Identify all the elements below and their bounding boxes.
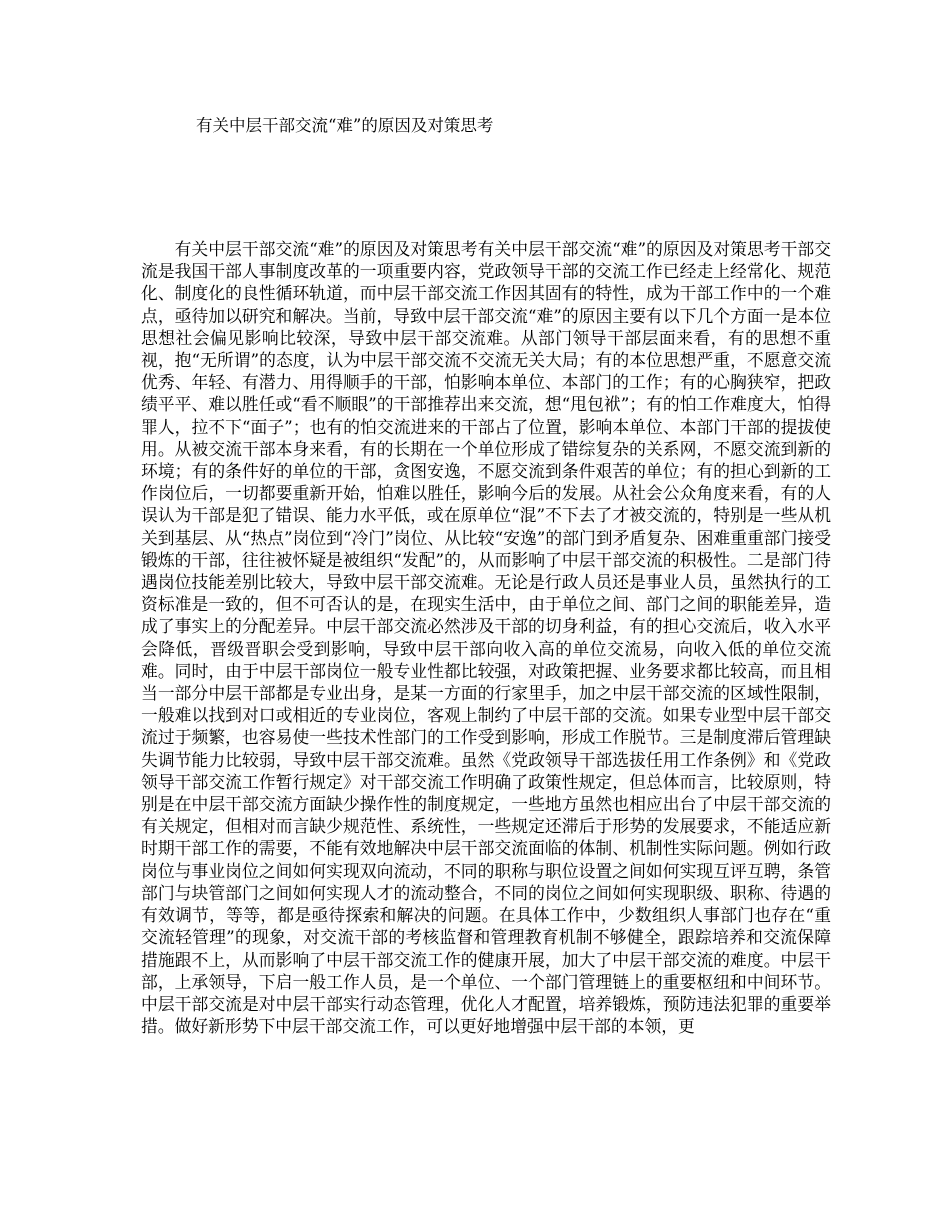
document-body-paragraph: 有关中层干部交流“难”的原因及对策思考有关中层干部交流“难”的原因及对策思考干部交流是我国干部人事制度改革的一项重要内容，党政领导干部的交流工作已经走上经常化、规范化、制度化的良性循环轨道，而中层干部交流工作因其固有的特性，成为干部工作中的一个难点，亟待加以研究和解决。当前，导致中层干部交流“难”的原因主要有以下几个方面一是本位思想社会偏见影响比较深，导致中层干部交流难。从部门领导干部层面来看，有的思想不重视，抱“无所谓”的态度，认为中层干部交流不交流无关大局；有的本位思想严重，不愿意交流优秀、年轻、有潜力、用得顺手的干部，怕影响本单位、本部门的工作；有的心胸狭窄，把政绩平平、难以胜任或“看不顺眼”的干部推荐出来交流，想“甩包袱”；有的怕工作难度大，怕得罪人，拉不下“面子”；也有的怕交流进来的干部占了位置，影响本单位、本部门干部的提拔使用。从被交流干部本身来看，有的长期在一个单位形成了错综复杂的关系网，不愿交流到新的环境；有的条件好的单位的干部，贪图安逸，不愿交流到条件艰苦的单位；有的担心到新的工作岗位后，一切都要重新开始，怕难以胜任，影响今后的发展。从社会公众角度来看，有的人误认为干部是犯了错误、能力水平低，或在原单位“混”不下去了才被交流的，特别是一些从机关到基层、从“热点”岗位到“冷门”岗位、从比较“安逸”的部门到矛盾复杂、困难重重部门接受锻炼的干部，往往被怀疑是被组织“发配”的，从而影响了中层干部交流的积极性。二是部门待遇岗位技能差别比较大，导致中层干部交流难。无论是行政人员还是事业人员，虽然执行的工资标准是一致的，但不可否认的是，在现实生活中，由于单位之间、部门之间的职能差异，造成了事实上的分配差异。中层干部交流必然涉及干部的切身利益，有的担心交流后，收入水平会降低，晋级晋职会受到影响，导致中层干部向收入高的单位交流易，向收入低的单位交流难。同时，由于中层干部岗位一般专业性都比较强，对政策把握、业务要求都比较高，而且相当一部分中层干部都是专业出身，是某一方面的行家里手，加之中层干部交流的区域性限制，一般难以找到对口或相近的专业岗位，客观上制约了中层干部的交流。如果专业型中层干部交流过于频繁，也容易使一些技术性部门的工作受到影响，形成工作脱节。三是制度滞后管理缺失调节能力比较弱，导致中层干部交流难。虽然《党政领导干部选拔任用工作条例》和《党政领导干部交流工作暂行规定》对干部交流工作明确了政策性规定，但总体而言，比较原则，特别是在中层干部交流方面缺少操作性的制度规定，一些地方虽然也相应出台了中层干部交流的有关规定，但相对而言缺少规范性、系统性，一些规定还滞后于形势的发展要求，不能适应新时期干部工作的需要，不能有效地解决中层干部交流面临的体制、机制性实际问题。例如行政岗位与事业岗位之间如何实现双向流动，不同的职称与职位设置之间如何实现互评互聘，条管部门与块管部门之间如何实现人才的流动整合，不同的岗位之间如何实现职级、职称、待遇的有效调节，等等，都是亟待探索和解决的问题。在具体工作中，少数组织人事部门也存在“重交流轻管理”的现象，对交流干部的考核监督和管理教育机制不够健全，跟踪培养和交流保障措施跟不上，从而影响了中层干部交流工作的健康开展，加大了中层干部交流的难度。中层干部，上承领导，下启一般工作人员，是一个单位、一个部门管理链上的重要枢纽和中间环节。中层干部交流是对中层干部实行动态管理，优化人才配置，培养锻炼，预防违法犯罪的重要举措。做好新形势下中层干部交流工作，可以更好地增强中层干部的本领，更 bbox=[141, 239, 831, 1037]
document-title: 有关中层干部交流“难”的原因及对策思考 bbox=[196, 116, 494, 135]
